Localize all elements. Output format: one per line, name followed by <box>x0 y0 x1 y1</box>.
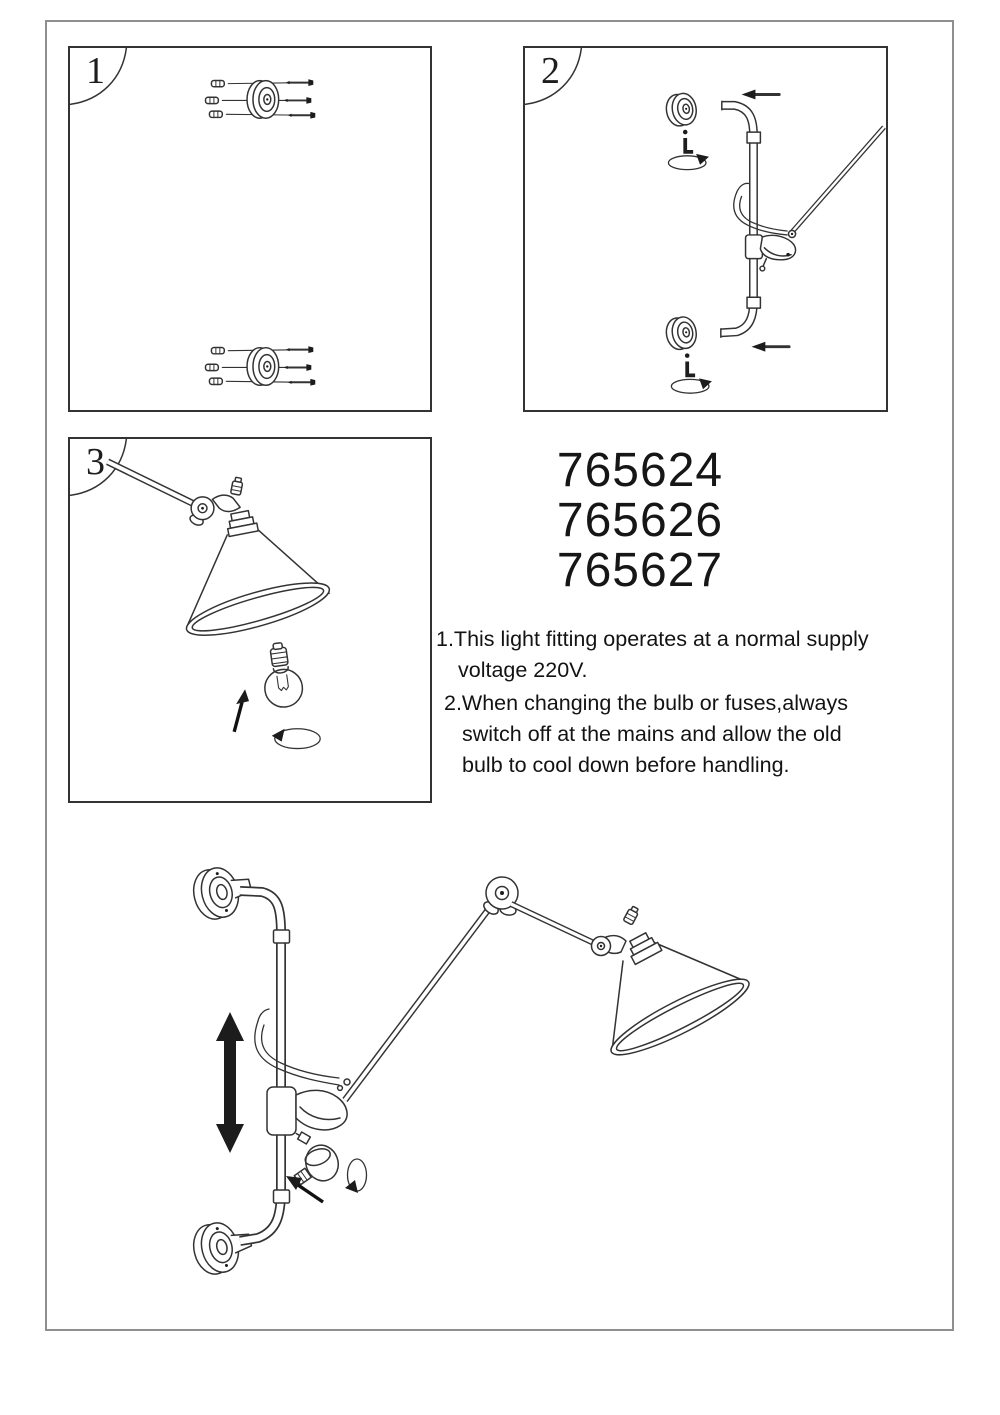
note-1 <box>436 624 951 686</box>
screw-icon <box>284 364 312 371</box>
wall-bar-mounting-illustration <box>525 48 886 410</box>
note-line: voltage 220V. <box>458 658 588 682</box>
rotation-arrow-icon <box>272 729 320 749</box>
knob-rotation-arrow-icon <box>345 1159 367 1193</box>
power-cord <box>734 183 787 235</box>
left-arrow-icon <box>742 90 780 100</box>
screw-icon <box>288 112 316 119</box>
wall-plug-icon <box>209 111 222 117</box>
product-code: 765626 <box>556 494 724 547</box>
assembled-lamp-illustration <box>50 845 950 1305</box>
lamp-shade <box>604 905 756 1066</box>
note-line: switch off at the mains and allow the old <box>462 722 842 746</box>
screw-icon <box>284 97 312 104</box>
diagram-panel-1 <box>68 46 432 412</box>
wall-flange <box>664 92 699 128</box>
wrist-joint <box>592 936 627 956</box>
vertical-double-arrow-icon <box>216 1012 244 1153</box>
wall-plug-icon <box>211 347 224 353</box>
wall-plug-icon <box>211 80 224 86</box>
screw-icon <box>288 379 316 386</box>
tube-collar <box>274 1190 290 1203</box>
support-arm <box>511 904 596 944</box>
step-number: 1 <box>86 50 105 92</box>
wall-plug-icon <box>209 378 222 384</box>
product-code: 765627 <box>556 544 724 597</box>
rotation-arrow-icon <box>671 378 712 393</box>
wall-flange <box>247 81 279 119</box>
tube-collar <box>747 132 760 143</box>
wall-flange <box>247 348 279 386</box>
lamp-holder <box>225 510 258 537</box>
finial <box>623 905 640 925</box>
left-arrow-icon <box>751 342 789 352</box>
allen-key-icon <box>683 130 693 152</box>
elbow-joint <box>482 877 518 917</box>
wall-flange <box>189 1216 256 1278</box>
light-bulb <box>259 641 305 710</box>
note-line: 1.This light fitting operates at a normal supply <box>436 627 869 651</box>
mounting-hardware-illustration <box>70 48 430 410</box>
up-arrow-icon <box>234 689 249 732</box>
grub-screw <box>294 1130 310 1144</box>
wall-plug-icon <box>205 364 218 370</box>
wall-bar <box>721 101 761 337</box>
screw-icon <box>286 79 314 86</box>
note-2 <box>436 688 951 781</box>
note-line: bulb to cool down before handling. <box>462 753 790 777</box>
step-number: 3 <box>86 441 105 483</box>
diagram-panel-2 <box>523 46 888 412</box>
mounting-kit-top <box>205 79 315 118</box>
tube-collar <box>274 930 290 943</box>
step-number: 2 <box>541 50 560 92</box>
support-arm <box>344 898 497 1100</box>
shade-and-bulb-illustration <box>70 439 430 801</box>
wall-flange <box>664 315 699 351</box>
product-code: 765624 <box>556 444 724 497</box>
rotation-arrow-icon <box>668 154 709 170</box>
safety-notes <box>436 624 951 781</box>
support-arm <box>108 462 193 504</box>
tube-collar <box>747 297 760 308</box>
wall-plug-icon <box>205 97 218 103</box>
screw-icon <box>286 346 314 353</box>
slide-carriage <box>267 1086 347 1144</box>
note-line: 2.When changing the bulb or fuses,always <box>444 691 848 715</box>
allen-key-icon <box>685 353 695 375</box>
diagram-panel-3 <box>68 437 432 803</box>
mounting-kit-bottom <box>205 346 315 385</box>
wall-bar <box>240 891 290 1241</box>
support-arm <box>788 127 884 237</box>
product-codes <box>465 446 815 596</box>
power-cord <box>255 1009 339 1085</box>
finial <box>231 477 244 495</box>
